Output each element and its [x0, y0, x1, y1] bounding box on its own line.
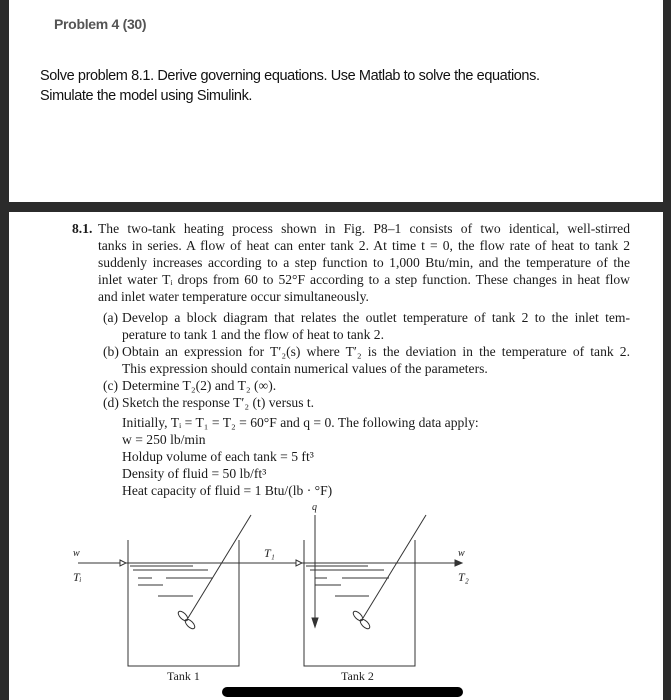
tank-1-outline — [128, 540, 239, 666]
inlet-flow-label: w — [73, 548, 80, 559]
part-b-label: (b) — [103, 344, 119, 359]
heat-flow-label: q — [312, 502, 317, 513]
part-c-label: (c) — [103, 378, 119, 393]
outlet-flow-label: w — [458, 548, 465, 559]
part-d-label: (d) — [103, 395, 119, 410]
propeller-icon — [352, 610, 365, 623]
data-line: w = 250 lb/min — [122, 432, 206, 447]
stirrer-shaft-1 — [188, 515, 251, 618]
liquid-surface-lines — [130, 566, 389, 596]
task-line: Solve problem 8.1. Derive governing equations. Use Matlab to solve the equations. — [40, 68, 540, 84]
part-a-label: (a) — [103, 310, 119, 325]
part-c-line: Determine T₂(2) and T₂ (∞). — [122, 378, 277, 393]
home-indicator-bar[interactable] — [222, 687, 463, 697]
arrow-icon — [296, 560, 302, 566]
part-a-line: perature to tank 1 and the flow of heat to tank 2. — [122, 327, 384, 342]
part-d-line: Sketch the response T′₂ (t) versus t. — [122, 395, 315, 410]
propeller-icon — [359, 618, 372, 631]
arrow-icon — [455, 560, 462, 566]
intro-line: suddenly increases according to a step function to 1,000 Btu/min, and the temperature of the — [98, 255, 630, 270]
intro-line: inlet water Tᵢ drops from 60 to 52°F according to a step function. These changes in heat flow — [98, 272, 630, 287]
part-a-line: Develop a block diagram that relates the outlet temperature of tank 2 to the inlet tem- — [122, 310, 630, 325]
tank-2-outline — [304, 540, 415, 666]
stirrer-shaft-2 — [363, 515, 426, 618]
data-line: Heat capacity of fluid = 1 Btu/(lb · °F) — [122, 483, 333, 498]
propeller-icon — [184, 618, 197, 631]
arrow-icon — [120, 560, 126, 566]
outlet-temp-label: T₂ — [458, 570, 469, 584]
problem-number: 8.1. — [72, 221, 93, 236]
part-b-line: Obtain an expression for T′₂(s) where T′₂ is the deviation in the temperature of tank 2. — [122, 344, 630, 359]
inlet-temp-label: Tᵢ — [73, 570, 82, 584]
data-line: Holdup volume of each tank = 5 ft³ — [122, 449, 314, 464]
tank-2-label: Tank 2 — [341, 669, 374, 683]
task-line: Simulate the model using Simulink. — [40, 88, 253, 104]
tank-1-label: Tank 1 — [167, 669, 200, 683]
problem-heading: Problem 4 (30) — [54, 16, 147, 32]
part-b-line: This expression should contain numerical values of the parameters. — [122, 361, 488, 376]
arrow-down-icon — [312, 618, 318, 627]
intro-line: tanks in series. A flow of heat can enter tank 2. At time t = 0, the flow rate of heat to tank 2 — [98, 238, 630, 253]
data-line: Initially, Tᵢ = T₁ = T₂ = 60°F and q = 0. The following data apply: — [122, 415, 479, 430]
intro-line: and inlet water temperature occur simultaneously. — [98, 289, 369, 304]
tank1-temp-label: T₁ — [264, 546, 275, 560]
data-line: Density of fluid = 50 lb/ft³ — [122, 466, 267, 481]
intro-line: The two-tank heating process shown in Fig. P8–1 consists of two identical, well-stirred — [98, 221, 630, 236]
propeller-icon — [177, 610, 190, 623]
